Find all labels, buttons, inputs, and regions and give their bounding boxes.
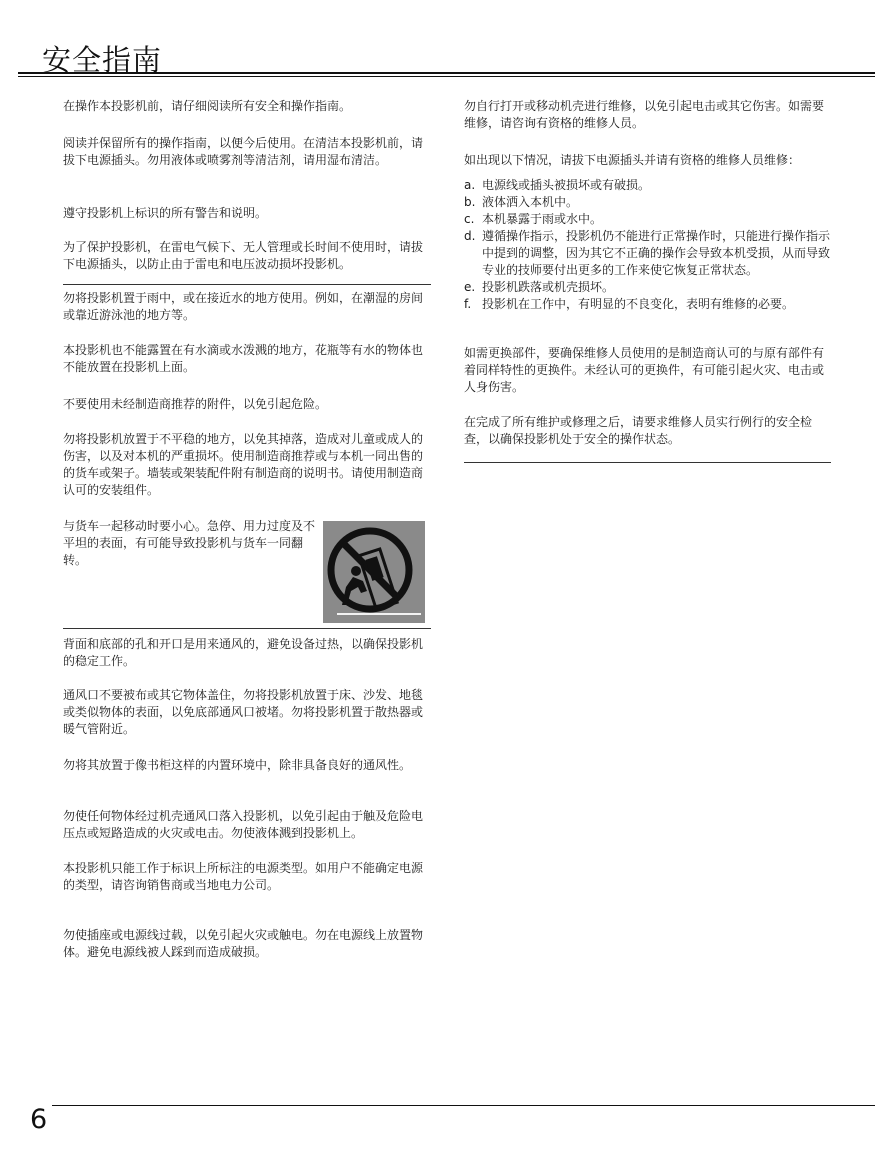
list-text: 本机暴露于雨或水中。 xyxy=(482,212,603,226)
paragraph: 本投影机只能工作于标识上所标注的电源类型。如用户不能确定电源的类型，请咨询销售商或当地电力公司。 xyxy=(63,861,424,892)
list-key: b. xyxy=(464,195,476,209)
list-item xyxy=(464,194,832,211)
title-rule-thin xyxy=(18,76,875,77)
paragraph: 在完成了所有维护或修理之后，请要求维修人员实行例行的安全检查，以确保投影机处于安全的操作状态。 xyxy=(464,415,813,446)
page-title: 安全指南 xyxy=(42,43,163,77)
list-key: d. xyxy=(464,229,476,243)
paragraph: 通风口不要被布或其它物体盖住，勿将投影机放置于床、沙发、地毯或类似物体的表面，以免底部通风口被堵。勿将投影机置于散热器或暖气管附近。 xyxy=(63,688,424,736)
list-text: 遵循操作指示，投影机仍不能进行正常操作时，只能进行操作指示中提到的调整，因为其它不正确的操作会导致本机受损，从而导致专业的技师要付出更多的工作来使它恢复正常状态。 xyxy=(482,229,831,277)
paragraph: 如出现以下情况，请拔下电源插头并请有资格的维修人员维修： xyxy=(464,153,801,167)
service-conditions-list xyxy=(464,177,832,313)
list-key: c. xyxy=(464,212,475,226)
list-text: 投影机在工作中，有明显的不良变化，表明有维修的必要。 xyxy=(482,297,795,311)
paragraph: 本投影机也不能露置在有水滴或水泼溅的地方，花瓶等有水的物体也不能放置在投影机上面。 xyxy=(63,343,424,374)
paragraph: 遵守投影机上标识的所有警告和说明。 xyxy=(63,206,268,220)
paragraph: 勿将投影机置于雨中，或在接近水的地方使用。例如，在潮湿的房间或靠近游泳池的地方等。 xyxy=(63,291,424,322)
paragraph: 勿使插座或电源线过载，以免引起火灾或触电。勿在电源线上放置物体。避免电源线被人踩到而造成破损。 xyxy=(63,928,424,959)
paragraph: 不要使用未经制造商推荐的附件，以免引起危险。 xyxy=(63,397,328,411)
section-divider xyxy=(63,284,431,285)
paragraph: 勿将其放置于像书柜这样的内置环境中，除非具备良好的通风性。 xyxy=(63,758,412,772)
paragraph: 勿使任何物体经过机壳通风口落入投影机，以免引起由于触及危险电压点或短路造成的火灾或电击。勿使液体溅到投影机上。 xyxy=(63,809,424,840)
list-item xyxy=(464,228,832,279)
list-text: 液体洒入本机中。 xyxy=(482,195,579,209)
list-item xyxy=(464,211,832,228)
cart-tip-over-warning-icon xyxy=(323,521,425,623)
list-item xyxy=(464,296,832,313)
paragraph: 勿自行打开或移动机壳进行维修，以免引起电击或其它伤害。如需要维修，请咨询有资格的维修人员。 xyxy=(464,99,825,130)
paragraph: 在操作本投影机前，请仔细阅读所有安全和操作指南。 xyxy=(63,99,352,113)
section-divider xyxy=(464,462,831,463)
paragraph: 背面和底部的孔和开口是用来通风的，避免设备过热，以确保投影机的稳定工作。 xyxy=(63,637,424,668)
list-text: 电源线或插头被损坏或有破损。 xyxy=(482,178,651,192)
list-text: 投影机跌落或机壳损坏。 xyxy=(482,280,615,294)
title-rule xyxy=(18,72,875,74)
list-item xyxy=(464,279,832,296)
footer-rule xyxy=(52,1105,875,1106)
list-item xyxy=(464,177,832,194)
list-key: f. xyxy=(464,297,472,311)
paragraph: 如需更换部件，要确保维修人员使用的是制造商认可的与原有部件有着同样特性的更换件。未经认可的更换件，有可能引起火灾、电击或人身伤害。 xyxy=(464,346,825,394)
paragraph: 阅读并保留所有的操作指南，以便今后使用。在清洁本投影机前，请拔下电源插头。勿用液体或喷雾剂等清洁剂，请用湿布清洁。 xyxy=(63,136,424,167)
list-key: e. xyxy=(464,280,476,294)
paragraph: 为了保护投影机，在雷电气候下、无人管理或长时间不使用时，请拔下电源插头，以防止由于雷电和电压波动损坏投影机。 xyxy=(63,240,424,271)
list-key: a. xyxy=(464,178,476,192)
section-divider xyxy=(63,628,431,629)
paragraph: 勿将投影机放置于不平稳的地方，以免其掉落，造成对儿童或成人的伤害，以及对本机的严重损坏。使用制造商推荐或与本机一同出售的的货车或架子。墙装或架装配件附有制造商的说明书。请使用制造商认可的安装组件。 xyxy=(63,432,424,497)
page-number: 6 xyxy=(30,1104,48,1135)
paragraph: 与货车一起移动时要小心。急停、用力过度及不平坦的表面，有可能导致投影机与货车一同翻转。 xyxy=(63,519,316,567)
